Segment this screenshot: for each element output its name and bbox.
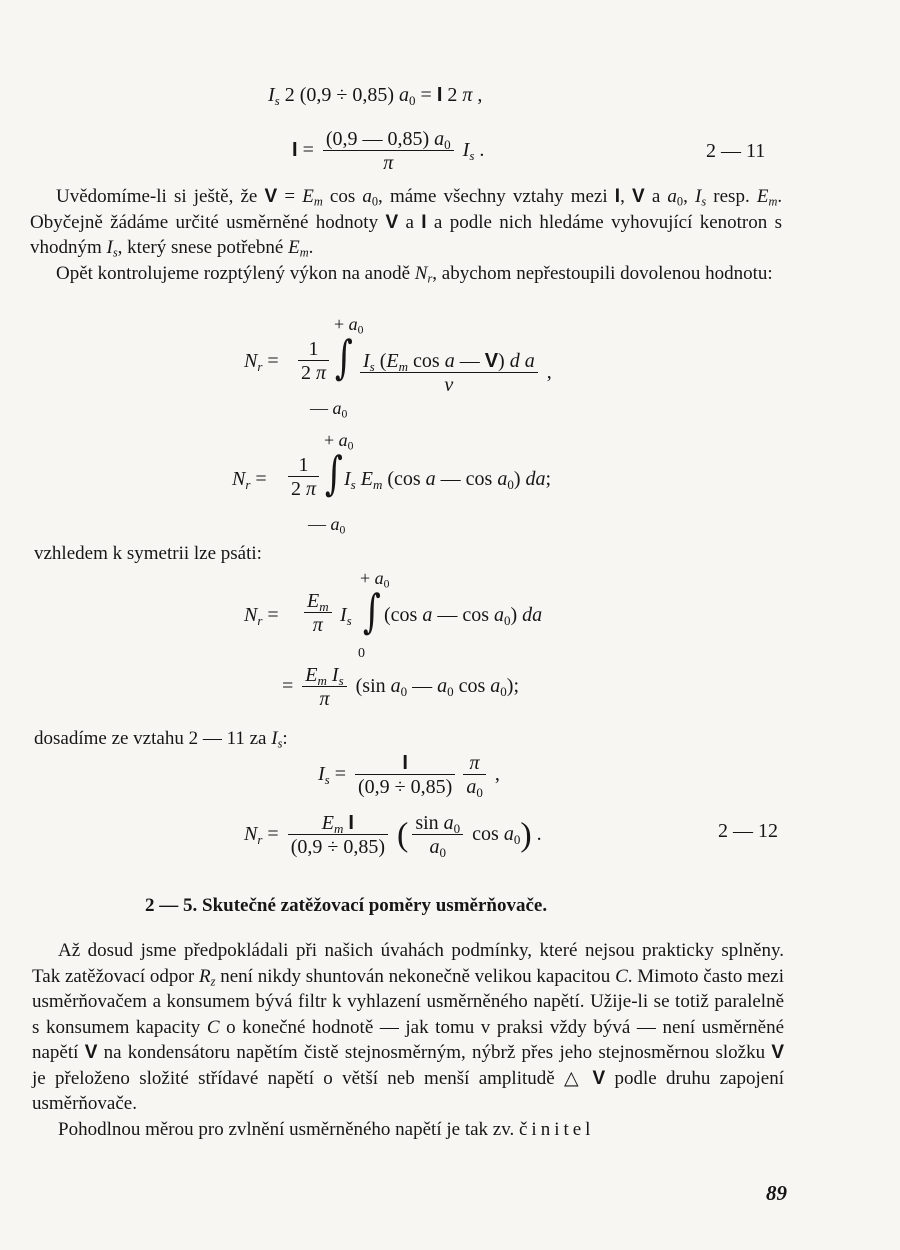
page-number: 89 [766, 1181, 787, 1205]
text-span: Obyčejně žádáme určité usměrněné hodnoty [30, 211, 379, 233]
text-span: je přeloženo složité střídavé napětí o větší neb menší amplitudě △ [32, 1067, 584, 1089]
integral-equation-3: + $a_0$ $N_r$ = $\frac{E_m}{\pi}$ $I_s$ ∫ (cos a — $\cos a_0$) da 0 [244, 568, 543, 661]
symmetry-text: vzhledem k symetrii lze psáti: [34, 543, 262, 564]
text-span: nich hledáme vyhovující kenotron s vhodným [30, 211, 783, 258]
text-span: Mimoto často mezi usměrňovačem a konsumem bývá filtr k vyhlazení usměrněného napětí. Užije-li se totiž paralelně s konsumem kapacity [32, 965, 785, 1038]
text-span: který snese potřebné [127, 237, 284, 258]
text-span: dosadíme ze vztahu 2 — 11 za [34, 728, 267, 749]
section-title: Skutečné zatěžovací poměry usměrňovače. [202, 895, 548, 916]
text-span: není nikdy shuntován nekonečně velikou kapacitou [220, 965, 611, 987]
section-number: 2 — 5. [145, 895, 198, 916]
text-span: a [651, 186, 661, 207]
substitute-text: dosadíme ze vztahu 2 — 11 za $I_s$: [34, 728, 288, 751]
text-span: a podle [433, 211, 492, 233]
section-heading [145, 895, 547, 917]
paragraph-body: Až dosud jsme předpokládali při našich úvahách podmínky, které nejsou prakticky splněny. Tak zatěžovací odpor $R_z$ není nikdy shuntován nekonečně velikou kapacitou C. Mimoto často mezi usměrňovačem a konsumem bývá filtr k vyhlazení usměrněného napětí. Užije-li se totiž paralelně s konsumem kapacity C o konečné hodnotě — jak tomu v praksi vždy bývá — není usměrněné napětí V na kondensátoru napětím čistě stejnosměrným, nýbrž přes jeho stejnosměrnou složku V je přeloženo složité střídavé napětí o větší neb menší amplitudě △ V podle druhu zapojení usměrňovače. Pohodlnou měrou pro zvlnění usměrněného napětí je tak zv. činitel [32, 940, 785, 1140]
equation-number: 2 — 11 [706, 140, 766, 162]
text-span: máme všechny vztahy mezi [389, 186, 608, 207]
equation-2-11: I = $\frac{(0,9 — 0,85) a_0}{\pi}$ $I_s$ . [292, 128, 485, 174]
text-span: o konečné hodnotě — jak tomu v praksi vždy bývá — není usměrněné napětí [32, 1016, 785, 1063]
equation-number: 2 — 12 [718, 820, 778, 842]
text-span: Pohodlnou měrou pro zvlnění usměrněného napětí je tak zv. [58, 1118, 515, 1140]
paragraph-relations: Uvědomíme-li si ještě, že $V = E_m$ $\cos a_0$, máme všechny vztahy mezi I, V a $a_0$, $I_s$ resp. $E_m$. Obyčejně žádáme určité usměrněné hodnoty V a I a podle nich hledáme vyhovující kenotron s vhodným $I_s$, který snese potřebné $E_m$. Opět kontrolujeme rozptýlený výkon na anodě $N_r$, abychom nepřestoupili dovolenou hodnotu: [30, 186, 783, 286]
text-span: abychom nepřestoupili [441, 262, 616, 284]
text-span: Opět kontrolujeme rozptýlený výkon na anodě [56, 262, 411, 284]
integral-result: = $\frac{E_m I_s}{\pi}$ (sin $a_0$ — $a_0$ $\cos a_0$); [282, 664, 520, 710]
text-span: resp. [713, 186, 750, 207]
equation-line-1: $I_s$ 2 (0,9 ÷ 0,85) $a_0 = I$ 2 π , [268, 84, 483, 108]
text-span: Až dosud jsme předpokládali při našich úvahách podmínky, které nejsou prakticky splněny. Tak zatěžovací odpor [32, 940, 784, 987]
integral-equation-1: + $a_0$ $N_r$ = $\frac{1}{2 \pi}$ ∫ $\frac{I_s (E_m \cos a — V) d a}{v}$ , — $a_0$ [244, 314, 552, 421]
text-span: činitel [518, 1118, 595, 1140]
text-span: dovolenou hodnotu: [620, 262, 773, 284]
integral-equation-2: + $a_0$ $N_r$ = $\frac{1}{2 \pi}$ ∫ $I_s$ $E_m$ (cos a — $\cos a_0$) da; — $a_0$ [232, 430, 552, 537]
text-span: a [405, 211, 414, 233]
text-span: Uvědomíme-li si ještě, že [56, 186, 258, 207]
text-span: podle druhu zapojení usměrňovače. [32, 1067, 785, 1114]
equation-is: $I_s$ = $\frac{I}{(0,9 \div 0,85)}$ $\frac{\pi}{a_0}$ , [318, 752, 500, 800]
equation-2-12: $N_r$ = $\frac{E_m I}{(0,9 \div 0,85)}$ ( $\frac{\sin a_0}{a_0}$ $\cos a_0$) . [244, 812, 542, 860]
text-span: na kondensátoru napětím čistě stejnosměrným, nýbrž přes jeho stejnosměrnou složku [103, 1042, 766, 1063]
